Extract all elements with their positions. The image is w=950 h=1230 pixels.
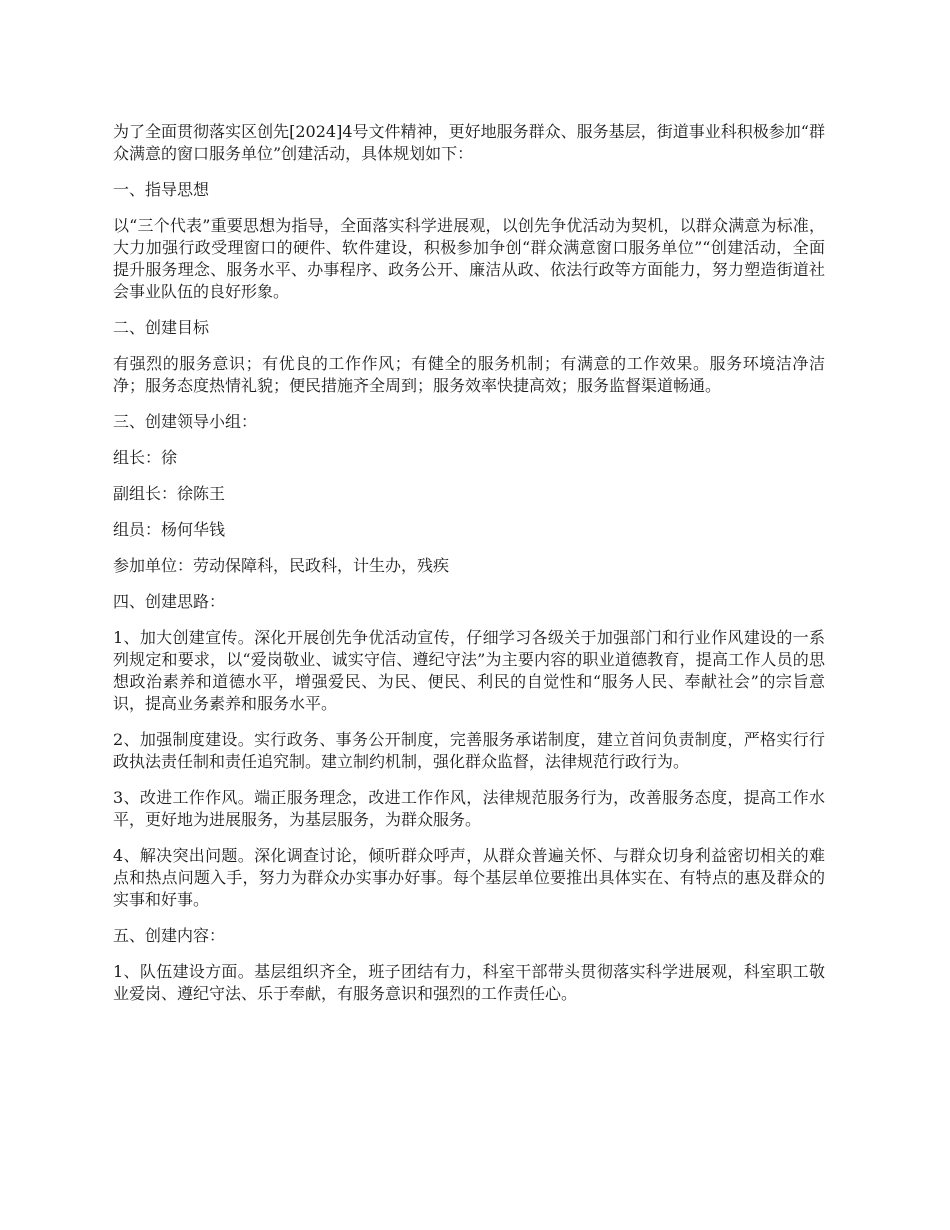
section-heading-guiding-thought: 一、指导思想 (113, 180, 210, 199)
goals-paragraph: 有强烈的服务意识；有优良的工作作风；有健全的服务机制；有满意的工作效果。服务环境洁净洁净；服务态度热情礼貌；便民措施齐全周到；服务效率快捷高效；服务监督渠道畅通。 (113, 354, 825, 395)
approach-item-2: 2、加强制度建设。实行政务、事务公开制度，完善服务承诺制度，建立首问负责制度，严格实行行政执法责任制和责任追究制。建立制约机制，强化群众监督，法律规范行政行为。 (113, 730, 825, 771)
deputy-leader-line: 副组长：徐陈王 (113, 484, 226, 503)
intro-paragraph: 为了全面贯彻落实区创先[2024]4号文件精神，更好地服务群众、服务基层，街道事业科积极参加“群众满意的窗口服务单位”创建活动，具体规划如下： (113, 122, 825, 163)
section-heading-approach: 四、创建思路： (113, 592, 226, 611)
approach-item-4: 4、解决突出问题。深化调查讨论，倾听群众呼声，从群众普遍关怀、与群众切身利益密切相关的难点和热点问题入手，努力为群众办实事办好事。每个基层单位要推出具体实在、有特点的惠及群众的实事和好事。 (113, 846, 825, 909)
section-heading-leadership-group: 三、创建领导小组： (113, 412, 258, 431)
guiding-thought-paragraph: 以“三个代表”重要思想为指导，全面落实科学进展观，以创先争优活动为契机，以群众满意为标准，大力加强行政受理窗口的硬件、软件建设，积极参加争创“群众满意窗口服务单位”“创建活动，全面提升服务理念、服务水平、办事程序、政务公开、廉洁从政、依法行政等方面能力，努力塑造街道社会事业队伍的良好形象。 (113, 216, 825, 301)
content-item-1: 1、队伍建设方面。基层组织齐全，班子团结有力，科室干部带头贯彻落实科学进展观，科室职工敬业爱岗、遵纪守法、乐于奉献，有服务意识和强烈的工作责任心。 (113, 962, 825, 1003)
participating-units-line: 参加单位：劳动保障科，民政科，计生办，残疾 (113, 556, 450, 575)
section-heading-goals: 二、创建目标 (113, 318, 210, 337)
section-heading-content: 五、创建内容： (113, 926, 226, 945)
approach-item-1: 1、加大创建宣传。深化开展创先争优活动宣传，仔细学习各级关于加强部门和行业作风建设的一系列规定和要求，以“爱岗敬业、诚实守信、遵纪守法”为主要内容的职业道德教育，提高工作人员的思想政治素养和道德水平，增强爱民、为民、便民、利民的自觉性和“服务人民、奉献社会”的宗旨意识，提高业务素养和服务水平。 (113, 628, 825, 713)
approach-item-3: 3、改进工作作风。端正服务理念，改进工作作风，法律规范服务行为，改善服务态度，提高工作水平，更好地为进展服务，为基层服务，为群众服务。 (113, 788, 825, 829)
group-leader-line: 组长：徐 (113, 448, 178, 467)
members-line: 组员：杨何华钱 (113, 520, 226, 539)
